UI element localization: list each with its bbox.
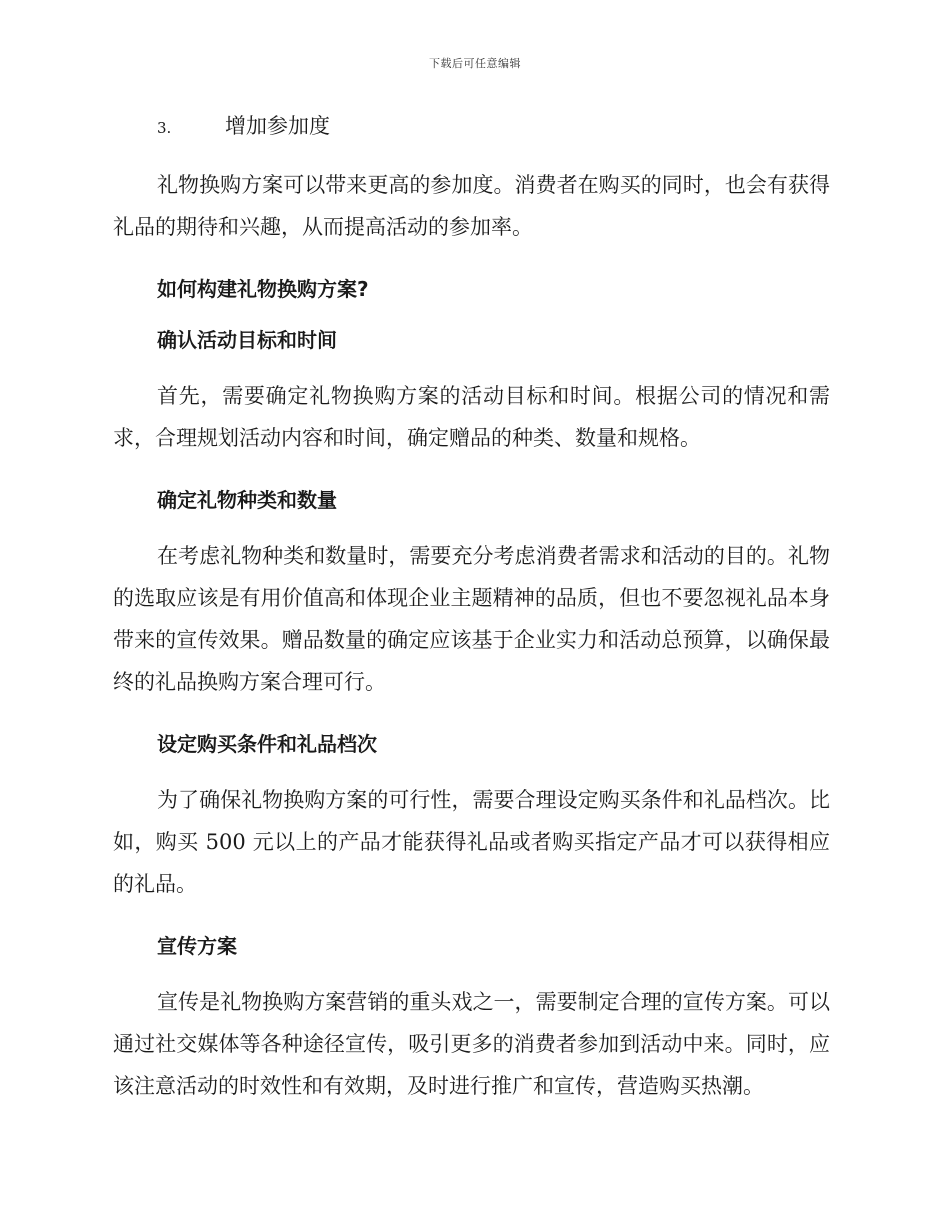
page-header-note: 下载后可任意编辑 xyxy=(429,57,521,70)
subsection-heading: 设定购买条件和礼品档次 xyxy=(157,732,377,756)
paragraph: 为了确保礼物换购方案的可行性，需要合理设定购买条件和礼品档次。比如，购买 500 元以上的产品才能获得礼品或者购买指定产品才可以获得相应的礼品。 xyxy=(113,788,830,896)
paragraph: 礼物换购方案可以带来更高的参加度。消费者在购买的同时，也会有获得礼品的期待和兴趣，从而提高活动的参加率。 xyxy=(113,173,830,239)
section-heading xyxy=(113,110,830,142)
subsection-heading: 宣传方案 xyxy=(157,934,237,958)
paragraph: 首先，需要确定礼物换购方案的活动目标和时间。根据公司的情况和需求，合理规划活动内容和时间，确定赠品的种类、数量和规格。 xyxy=(113,384,830,450)
section-number: 3. xyxy=(157,119,172,137)
subsection-heading: 确认活动目标和时间 xyxy=(157,328,337,352)
paragraph: 在考虑礼物种类和数量时，需要充分考虑消费者需求和活动的目的。礼物的选取应该是有用价值高和体现企业主题精神的品质，但也不要忽视礼品本身带来的宣传效果。赠品数量的确定应该基于企业实力和活动总预算，以确保最终的礼品换购方案合理可行。 xyxy=(113,544,830,694)
section-title: 增加参加度 xyxy=(225,114,330,138)
paragraph: 宣传是礼物换购方案营销的重头戏之一，需要制定合理的宣传方案。可以通过社交媒体等各种途径宣传，吸引更多的消费者参加到活动中来。同时，应该注意活动的时效性和有效期，及时进行推广和宣传，营造购买热潮。 xyxy=(113,990,830,1098)
subsection-heading: 确定礼物种类和数量 xyxy=(157,488,337,512)
document-body xyxy=(113,110,830,1107)
build-heading: 如何构建礼物换购方案? xyxy=(157,277,369,301)
